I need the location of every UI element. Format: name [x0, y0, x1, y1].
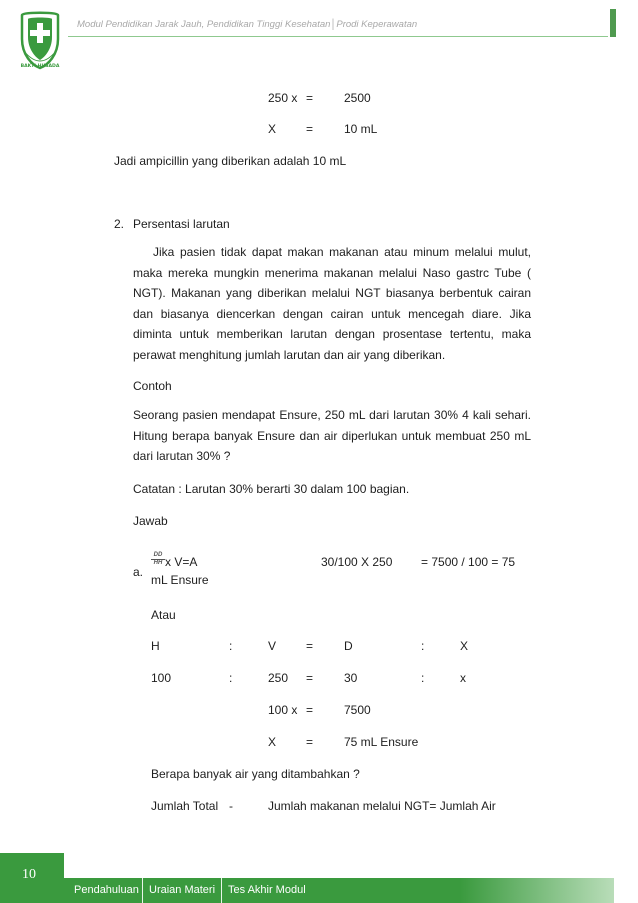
eq2-right: 10 mL — [344, 122, 378, 136]
eq3-equals: = — [306, 703, 314, 717]
header-divider — [68, 36, 608, 37]
result-text: = 7500 / 100 = 75 — [421, 555, 516, 569]
logo-text: BAKTI HUSADA — [20, 64, 60, 69]
footer-nav-bar — [64, 878, 614, 903]
row-100-4: 30 — [344, 671, 358, 685]
row-100-5: : — [421, 671, 425, 685]
row-100-6: x — [460, 671, 466, 685]
row-h-3: = — [306, 639, 314, 653]
row-h-5: : — [421, 639, 425, 653]
bakti-husada-logo — [14, 9, 66, 71]
header-accent-bar — [610, 9, 616, 37]
total-operator: - — [229, 799, 233, 813]
fraction-numerator: DD — [151, 552, 165, 560]
row-h-6: X — [460, 639, 469, 653]
eq3-right: 7500 — [344, 703, 371, 717]
section-number: 2. — [114, 217, 125, 231]
problem-paragraph — [133, 405, 531, 467]
total-left: Jumlah Total — [151, 799, 219, 813]
conclusion-text: Jadi ampicillin yang diberikan adalah 10 mL — [114, 154, 347, 168]
page-number: 10 — [22, 867, 36, 882]
result-unit: mL Ensure — [151, 573, 209, 587]
row-h-4: D — [344, 639, 353, 653]
total-right: Jumlah makanan melalui NGT= Jumlah Air — [268, 799, 496, 813]
row-h-1: : — [229, 639, 233, 653]
nav-uraian-materi[interactable]: Uraian Materi — [149, 884, 216, 896]
atau-label: Atau — [151, 608, 176, 622]
eq2-equals: = — [306, 122, 314, 136]
eq4-equals: = — [306, 735, 314, 749]
eq4-right: 75 mL Ensure — [344, 735, 419, 749]
contoh-label: Contoh — [133, 379, 172, 393]
nav-tes-akhir-modul[interactable]: Tes Akhir Modul — [228, 884, 306, 896]
header-title: Modul Pendidikan Jarak Jauh, Pendidikan Tinggi Kesehatan│Prodi Keperawatan — [77, 19, 418, 30]
eq2-left: X — [268, 122, 277, 136]
problem-text: Seorang pasien mendapat Ensure, 250 mL dari larutan 30% 4 kali sehari. Hitung berapa banyak Ensure dan air diperlukan untuk membuat 250 mL dari larutan 30% ? — [133, 408, 531, 464]
row-100-2: 250 — [268, 671, 289, 685]
fraction-denominator: HH — [153, 560, 163, 566]
question-text: Berapa banyak air yang ditambahkan ? — [151, 767, 360, 781]
eq1-left: 250 x — [268, 91, 298, 105]
row-100-3: = — [306, 671, 314, 685]
row-h-2: V — [268, 639, 277, 653]
eq1-right: 2500 — [344, 91, 371, 105]
catatan-text: Catatan : Larutan 30% berarti 30 dalam 100 bagian. — [133, 482, 410, 496]
eq4-left: X — [268, 735, 277, 749]
nav-separator — [221, 878, 222, 903]
row-100-1: : — [229, 671, 233, 685]
intro-paragraph — [133, 242, 531, 366]
row-h-0: H — [151, 639, 160, 653]
intro-paragraph-text: Jika pasien tidak dapat makan makanan atau minum melalui mulut, maka mereka mungkin menerima makanan melalui Naso gastrc Tube ( NGT). Makanan yang diberikan melalui NGT biasanya berbentuk cairan dan biasanya diencerkan dengan cairan untuk mencegah diare. Jika diminta untuk memberikan larutan dengan prosentase tertentu, maka perawat menghitung jumlah larutan dan air yang diberikan. — [133, 245, 531, 362]
nav-separator — [142, 878, 143, 903]
nav-pendahuluan[interactable]: Pendahuluan — [74, 884, 139, 896]
eq3-left: 100 x — [268, 703, 298, 717]
jawab-label: Jawab — [133, 514, 168, 528]
eq1-equals: = — [306, 91, 314, 105]
calc-text: 30/100 X 250 — [321, 555, 393, 569]
dd-hh-fraction — [151, 552, 165, 567]
section-title: Persentasi larutan — [133, 217, 230, 231]
row-100-0: 100 — [151, 671, 172, 685]
answer-a-label: a. — [133, 565, 144, 579]
formula-text: x V=A — [165, 555, 198, 569]
